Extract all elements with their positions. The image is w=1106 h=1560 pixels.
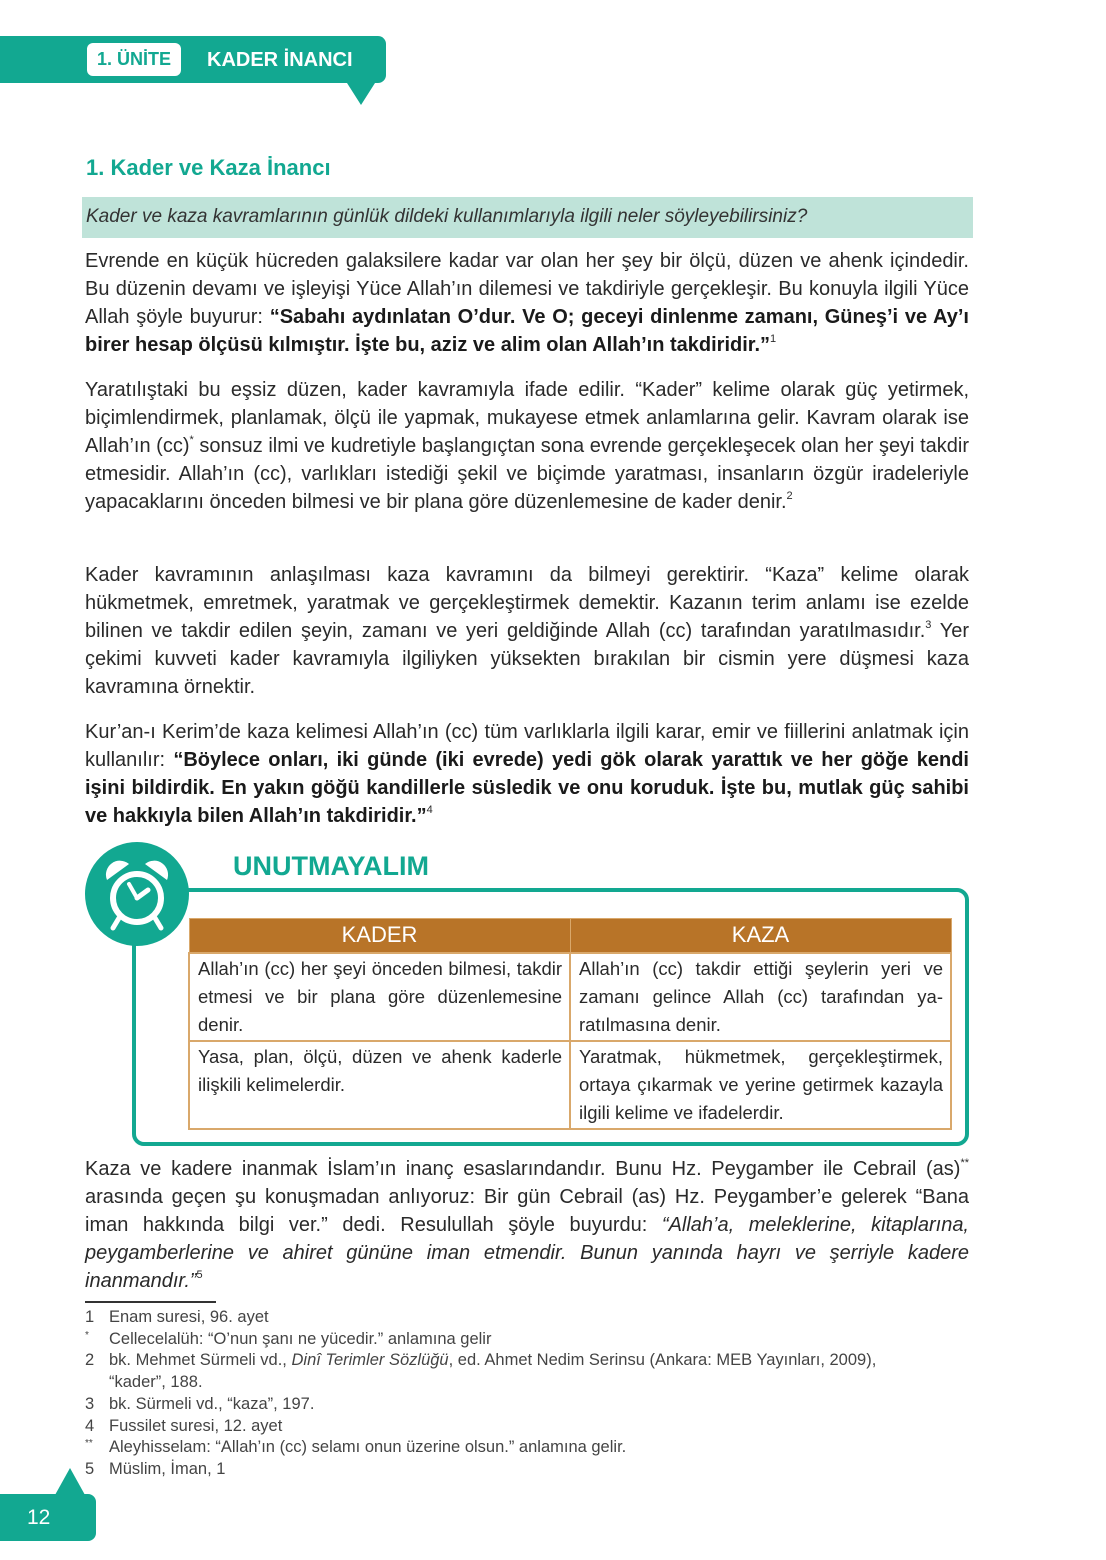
footnote: * Cellecelalüh: “O’nun şanı ne yücedir.” anlamına gelir — [85, 1329, 492, 1348]
footnote: 2 bk. Mehmet Sürmeli vd., Dinî Terimler Sözlüğü, ed. Ahmet Nedim Serinsu (Ankara: MEB Yayınları, 2009), “kader”, 188. — [85, 1351, 877, 1392]
paragraph-3: Kader kavramının anlaşılması kaza kavramını da bilmeyi gerektirir. “Kaza” kelime olarak hükmetmek, emretmek, yaratmak ve gerçekleştirmek demektir. Kazanın terim anlamı ise ezelde bilinen ve takdir edilen şeyin, zamanı ve yeri geldiğinde Allah (cc) tarafından yaratılmasıdır.$^3$ Yer çekimi kuvveti kader kavramıyla ilgiliyken yüksekten bırakılan bir cismin yere düşmesi kaza kavramına örnektir. — [85, 564, 970, 698]
table-cell: Allah’ın (cc) her şeyi önceden bilmesi, takdir etmesi ve bir plana göre düzenlemesine denir. — [189, 953, 570, 1041]
page-number: 12 — [27, 1506, 51, 1529]
footnotes — [85, 1307, 925, 1481]
footnote: 3 bk. Sürmeli vd., “kaza”, 197. — [85, 1394, 315, 1413]
table-cell: Allah’ın (cc) takdir ettiği şeylerin yeri ve zamanı gelince Allah (cc) tarafından yaratılmasına denir. — [570, 953, 951, 1041]
paragraph-2: Yaratılıştaki bu eşsiz düzen, kader kavramıyla ifade edilir. “Kader” kelime olarak güç yetirmek, biçimlendirmek, planlamak, ölçü ile yapmak, mukayese etmek anlamlarına gelir. Kavram olarak ise Allah’ın (cc)* sonsuz ilmi ve kudretiyle başlangıçtan sona evrende gerçekleşecek olan her şeyi takdir etmesidir. Allah’ın (cc), varlıkları istediği şekil ve biçimde yaratması, insanların özgür iradeleriyle yapacaklarını önceden bilmesi ve bir plana göre düzenlemesine de kader denir.$^2$ — [85, 379, 969, 513]
paragraph-5: Kaza ve kadere inanmak İslam’ın inanç esaslarındandır. Bunu Hz. Peygamber ile Cebrail (as)** arasında geçen şu konuşmadan anlıyoruz: Bir gün Cebrail (as) Hz. Peygamber’e gelerek “Bana iman hakkında bilgi ver.” dedi. Resulullah şöyle buyurdu: “Allah’a, meleklerine, kitaplarına, peygamberlerine ve ahiret gününe iman etmendir. Bunun yanında hayrı ve şerriyle kadere inanmandır.”$^5$ — [85, 1157, 969, 1292]
footnote: ** Aleyhisselam: “Allah’ın (cc) selamı onun üzerine olsun.” anlamına gelir. — [85, 1438, 627, 1457]
footnote: 1 Enam suresi, 96. ayet — [85, 1308, 269, 1326]
footnote: 4 Fussilet suresi, 12. ayet — [85, 1416, 283, 1435]
reminder-title: UNUTMAYALIM — [233, 851, 430, 881]
table-row — [189, 1041, 951, 1129]
banner-tail — [347, 83, 375, 105]
footnote: 5 Müslim, İman, 1 — [85, 1459, 226, 1478]
table-row — [189, 953, 951, 1041]
table-cell: Yaratmak, hükmetmek, gerçekleştirmek, ortaya çıkarmak ve yerine getirmek kazayla ilgili kelime ve ifadelerdir. — [570, 1041, 951, 1129]
column-header-kaza: KAZA — [570, 919, 951, 953]
paragraph-4: Kur’an-ı Kerim’de kaza kelimesi Allah’ın (cc) tüm varlıklarla ilgili karar, emir ve fiillerini anlatmak için kullanılır: “Böylece onları, iki günde (iki evrede) yedi gök olarak yarattık ve her göğe kendi işini bildirdik. En yakın göğü kandillerle süsledik ve onu koruduk. İşte bu, mutlak güç sahibi ve hakkıyla bilen Allah’ın takdiridir.”$^4$ — [85, 721, 969, 827]
column-header-kader: KADER — [189, 919, 570, 953]
paragraph-1: Evrende en küçük hücreden galaksilere kadar var olan her şey bir ölçü, düzen ve ahenk içindedir. Bu düzenin devamı ve işleyişi Yüce Allah’ın dilemesi ve takdiriyle gerçekleşir. Bu konuyla ilgili Yüce Allah şöyle buyurur: “Sabahı aydınlatan O’dur. Ve O; geceyi dinlenme zamanı, Güneş’i ve Ay’ı birer hesap ölçüsü kılmıştır. İşte bu, aziz ve alim olan Allah’ın takdiridir.”$^1$ — [85, 250, 969, 356]
footnote-divider — [85, 1301, 216, 1303]
unit-badge: 1. ÜNİTE — [87, 43, 181, 76]
table-cell: Yasa, plan, ölçü, düzen ve ahenk kaderle ilişkili kelimelerdir. — [189, 1041, 570, 1129]
unit-title: KADER İNANCI — [207, 49, 353, 71]
table-header-row — [189, 919, 951, 953]
question-box: Kader ve kaza kavramlarının günlük dildeki kullanımlarıyla ilgili neler söyleyebilirsiniz? — [82, 197, 973, 238]
alarm-clock-icon — [85, 842, 189, 946]
page-tab-tail — [55, 1468, 85, 1495]
section-title: 1. Kader ve Kaza İnancı — [86, 155, 331, 180]
kader-kaza-table — [188, 918, 952, 1130]
